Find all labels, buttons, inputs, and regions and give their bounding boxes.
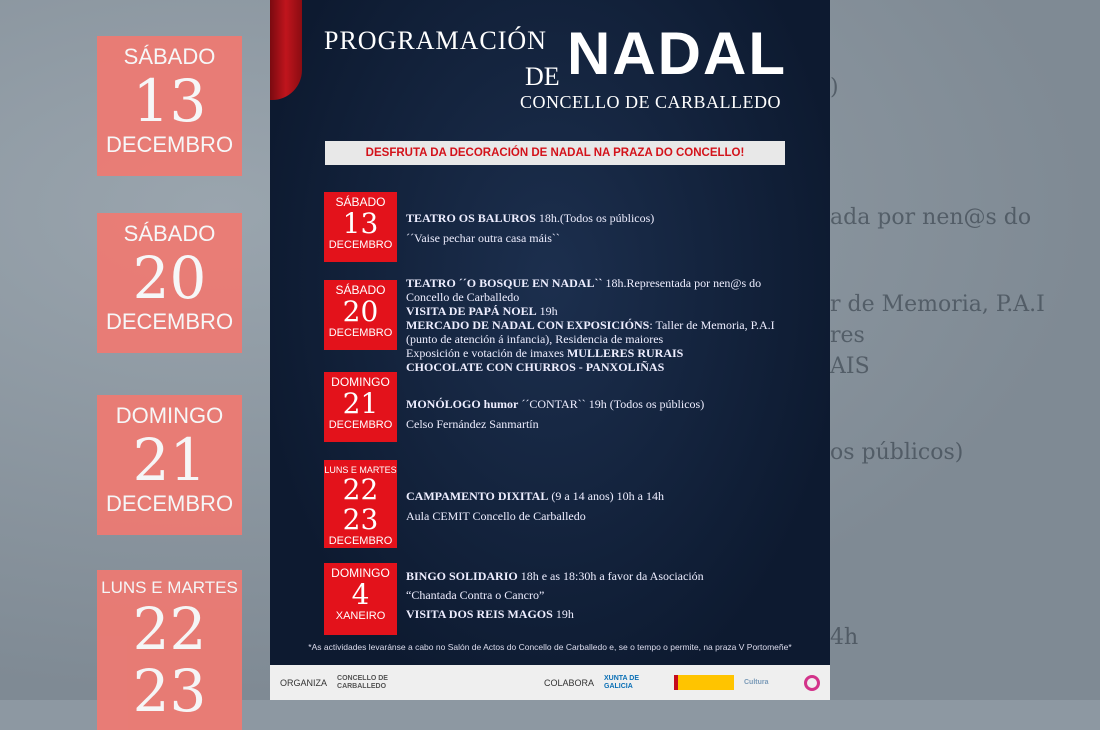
event-line bbox=[406, 414, 824, 434]
event-detail: (punto de atención á infancia), Residencia de maiores bbox=[406, 332, 664, 346]
date-number: 4 bbox=[351, 578, 370, 611]
event-title: TEATRO ´´O BOSQUE EN NADAL`` bbox=[406, 276, 603, 290]
month-label: DECEMBRO bbox=[105, 132, 234, 157]
event-line bbox=[406, 586, 824, 605]
event-detail: Exposición e votación de imaxes bbox=[406, 346, 567, 360]
event-detail: ´´CONTAR`` 19h (Todos os públicos) bbox=[518, 397, 705, 411]
background-date-box bbox=[97, 36, 242, 176]
event-detail: 19h bbox=[552, 607, 574, 621]
day-label: DOMINGO bbox=[331, 566, 390, 580]
month-label: DECEMBRO bbox=[105, 491, 234, 516]
date-box bbox=[324, 460, 397, 548]
concello-logo: CONCELLO DE CARBALLEDO bbox=[337, 674, 388, 690]
event-line bbox=[406, 394, 824, 414]
month-label: DECEMBRO bbox=[328, 419, 393, 431]
date-number-2: 23 bbox=[342, 503, 379, 536]
event-description bbox=[406, 394, 824, 434]
date-box bbox=[324, 280, 397, 350]
cultura-logo: Cultura bbox=[744, 678, 769, 686]
date-box bbox=[324, 192, 397, 262]
event-detail: Celso Fernández Sanmartín bbox=[406, 417, 539, 431]
event-detail: 19h bbox=[536, 304, 558, 318]
background-text: os públicos) bbox=[830, 440, 964, 465]
event-title: VISITA DOS REIS MAGOS bbox=[406, 607, 553, 621]
event-line bbox=[406, 304, 824, 318]
event-detail: 18h.(Todos os públicos) bbox=[535, 211, 655, 225]
date-number: 13 bbox=[342, 207, 379, 240]
title-line1: PROGRAMACIÓN bbox=[324, 26, 547, 55]
banner: DESFRUTA DA DECORACIÓN DE NADAL NA PRAZA DO CONCELLO! bbox=[325, 141, 785, 165]
event-title: MONÓLOGO humor bbox=[406, 397, 519, 411]
day-label: LUNS E MARTES bbox=[101, 578, 238, 597]
title-subtitle: CONCELLO DE CARBALLEDO bbox=[520, 92, 781, 112]
event-description bbox=[406, 208, 824, 248]
day-label: SÁBADO bbox=[335, 283, 386, 297]
organiza-label: ORGANIZA bbox=[280, 677, 328, 688]
title-line2: DE bbox=[525, 62, 560, 91]
month-label: DECEMBRO bbox=[105, 309, 234, 334]
event-title: TEATRO OS BALUROS bbox=[406, 211, 536, 225]
month-label: DECEMBRO bbox=[328, 239, 393, 251]
date-number: 20 bbox=[132, 244, 207, 312]
background-date-box bbox=[97, 395, 242, 535]
background-text: r de Memoria, P.A.I bbox=[830, 292, 1045, 317]
background-text: AIS bbox=[830, 354, 870, 379]
event-line bbox=[406, 346, 824, 360]
date-number: 21 bbox=[342, 387, 379, 420]
event-title: CHOCOLATE CON CHURROS - PANXOLIÑAS bbox=[406, 360, 665, 374]
xunta-logo: XUNTA DE GALICIA bbox=[604, 674, 639, 690]
background-text: res bbox=[830, 323, 865, 348]
date-box bbox=[324, 372, 397, 442]
poster bbox=[270, 0, 830, 700]
background-text: 4h bbox=[830, 625, 859, 650]
event-detail: Concello de Carballedo bbox=[406, 290, 520, 304]
event-title: MERCADO DE NADAL CON EXPOSICIÓNS bbox=[406, 318, 650, 332]
event-title: MULLERES RURAIS bbox=[566, 346, 684, 360]
event-line bbox=[406, 276, 824, 290]
event-detail: Aula CEMIT Concello de Carballedo bbox=[406, 509, 586, 523]
event-line bbox=[406, 318, 824, 332]
event-detail: (9 a 14 anos) 10h a 14h bbox=[548, 489, 664, 503]
month-label: DECEMBRO bbox=[328, 535, 393, 547]
date-number: 13 bbox=[132, 67, 207, 135]
date-number: 21 bbox=[132, 426, 207, 494]
day-label: SÁBADO bbox=[123, 44, 216, 69]
event-title: BINGO SOLIDARIO bbox=[406, 569, 518, 583]
event-title: CAMPAMENTO DIXITAL bbox=[406, 489, 549, 503]
event-detail: : Taller de Memoria, P.A.I bbox=[649, 318, 775, 332]
event-line bbox=[406, 605, 824, 624]
event-description bbox=[406, 486, 824, 526]
day-label: LUNS E MARTES bbox=[324, 465, 397, 475]
event-line bbox=[406, 228, 824, 248]
day-label: SÁBADO bbox=[123, 221, 216, 246]
curtain-decoration bbox=[270, 0, 302, 100]
title-main: NADAL bbox=[567, 20, 787, 87]
spain-government-logo bbox=[674, 675, 734, 690]
sponsor-footer bbox=[270, 665, 830, 700]
event-line bbox=[406, 290, 824, 304]
date-number: 22 bbox=[132, 595, 207, 663]
date-box bbox=[324, 563, 397, 635]
event-line bbox=[406, 506, 824, 526]
event-line bbox=[406, 360, 824, 374]
date-number: 22 bbox=[342, 473, 379, 506]
event-detail: 18h.Representada por nen@s do bbox=[602, 276, 762, 290]
event-description bbox=[406, 567, 824, 624]
event-title: VISITA DE PAPÁ NOEL bbox=[406, 304, 537, 318]
footnote: *As actividades levaránse a cabo no Salón de Actos do Concello de Carballedo e, se o tempo o permite, na praza V Portomeñe* bbox=[308, 642, 792, 652]
event-detail: “Chantada Contra o Cancro” bbox=[406, 588, 545, 602]
event-line bbox=[406, 208, 824, 228]
day-label: DOMINGO bbox=[331, 375, 390, 389]
background-text: ) bbox=[830, 75, 839, 100]
event-detail: ´´Vaise pechar outra casa máis`` bbox=[406, 231, 560, 245]
day-label: DOMINGO bbox=[115, 403, 224, 428]
event-line bbox=[406, 486, 824, 506]
day-label: SÁBADO bbox=[335, 195, 386, 209]
event-line bbox=[406, 332, 824, 346]
event-description bbox=[406, 276, 824, 374]
event-line bbox=[406, 567, 824, 586]
colabora-label: COLABORA bbox=[543, 677, 594, 688]
date-number: 20 bbox=[342, 295, 379, 328]
background-date-box bbox=[97, 213, 242, 353]
background-text: ada por nen@s do bbox=[830, 205, 1032, 230]
circle-logo bbox=[804, 675, 820, 691]
background-date-box bbox=[97, 570, 242, 730]
date-number-2: 23 bbox=[132, 657, 207, 725]
month-label: DECEMBRO bbox=[328, 327, 393, 339]
month-label: XANEIRO bbox=[335, 610, 386, 622]
event-detail: 18h e as 18:30h a favor da Asociación bbox=[517, 569, 704, 583]
